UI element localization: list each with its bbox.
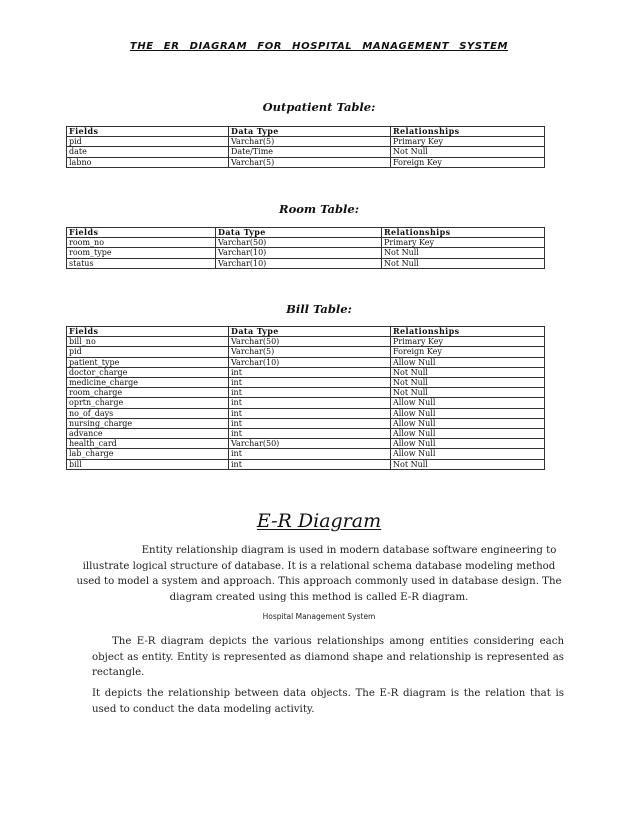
table-cell: labno xyxy=(67,157,229,167)
table-row xyxy=(67,418,545,428)
table-cell: Not Null xyxy=(391,388,545,398)
table-row xyxy=(67,258,545,268)
bill-table-title: Bill Table: xyxy=(286,302,352,316)
table-cell: int xyxy=(229,388,391,398)
table-cell: Not Null xyxy=(382,258,545,268)
table-header-row xyxy=(67,127,545,137)
column-header: Fields xyxy=(67,327,229,337)
table-cell: Varchar(10) xyxy=(216,258,382,268)
table-cell: Allow Null xyxy=(391,439,545,449)
table-row xyxy=(67,157,545,167)
table-cell: int xyxy=(229,429,391,439)
table-row xyxy=(67,459,545,469)
table-row xyxy=(67,357,545,367)
table-cell: Date/Time xyxy=(229,147,391,157)
table-cell: oprtn_charge xyxy=(67,398,229,408)
table-row xyxy=(67,337,545,347)
table-cell: Foreign Key xyxy=(391,347,545,357)
table-cell: pid xyxy=(67,347,229,357)
table-row xyxy=(67,449,545,459)
table-row xyxy=(67,248,545,258)
table-cell: Varchar(10) xyxy=(216,248,382,258)
room-table-title: Room Table: xyxy=(279,202,359,216)
table-cell: Not Null xyxy=(382,248,545,258)
table-cell: Not Null xyxy=(391,459,545,469)
er-paragraph-2: It depicts the relationship between data objects. The E-R diagram is the relation that is used to conduct the data modeling activity. xyxy=(92,688,564,715)
column-header: Relationships xyxy=(382,228,545,238)
table-cell: bill_no xyxy=(67,337,229,347)
column-header: Data Type xyxy=(229,127,391,137)
table-cell: no_of_days xyxy=(67,408,229,418)
table-row xyxy=(67,137,545,147)
table-cell: Varchar(50) xyxy=(229,337,391,347)
table-cell: Varchar(10) xyxy=(229,357,391,367)
table-cell: doctor_charge xyxy=(67,367,229,377)
column-header: Data Type xyxy=(229,327,391,337)
table-cell: Allow Null xyxy=(391,408,545,418)
table-cell: advance xyxy=(67,429,229,439)
table-cell: pid xyxy=(67,137,229,147)
column-header: Fields xyxy=(67,228,216,238)
table-cell: int xyxy=(229,459,391,469)
table-cell: Varchar(5) xyxy=(229,137,391,147)
table-cell: int xyxy=(229,408,391,418)
table-cell: lab_charge xyxy=(67,449,229,459)
table-cell: int xyxy=(229,367,391,377)
outpatient-table-title: Outpatient Table: xyxy=(262,100,376,114)
table-cell: Primary Key xyxy=(391,137,545,147)
table-cell: int xyxy=(229,398,391,408)
table-cell: int xyxy=(229,378,391,388)
table-row xyxy=(67,238,545,248)
table-cell: int xyxy=(229,449,391,459)
table-cell: Allow Null xyxy=(391,357,545,367)
table-cell: date xyxy=(67,147,229,157)
table-header-row xyxy=(67,327,545,337)
table-cell: room_type xyxy=(67,248,216,258)
table-cell: Allow Null xyxy=(391,429,545,439)
table-cell: Primary Key xyxy=(382,238,545,248)
table-cell: patient_type xyxy=(67,357,229,367)
table-header-row xyxy=(67,228,545,238)
table-cell: Allow Null xyxy=(391,398,545,408)
table-cell: Varchar(50) xyxy=(216,238,382,248)
outpatient-table xyxy=(66,126,545,168)
table-cell: Foreign Key xyxy=(391,157,545,167)
table-row xyxy=(67,429,545,439)
table-cell: Varchar(50) xyxy=(229,439,391,449)
column-header: Relationships xyxy=(391,327,545,337)
table-cell: Primary Key xyxy=(391,337,545,347)
table-cell: Varchar(5) xyxy=(229,157,391,167)
table-cell: room_charge xyxy=(67,388,229,398)
table-cell: Not Null xyxy=(391,378,545,388)
table-cell: Varchar(5) xyxy=(229,347,391,357)
er-paragraph-1: The E-R diagram depicts the various relationships among entities considering each object as entity. Entity is represented as diamond shape and relationship is represented as rectangle. xyxy=(92,636,564,678)
table-cell: nursing_charge xyxy=(67,418,229,428)
table-cell: Allow Null xyxy=(391,418,545,428)
table-row xyxy=(67,347,545,357)
diagram-caption: Hospital Management System xyxy=(262,612,376,621)
er-diagram-heading: E-R Diagram xyxy=(256,510,382,532)
document-title: THE ER DIAGRAM FOR HOSPITAL MANAGEMENT SYSTEM xyxy=(129,41,509,52)
room-table xyxy=(66,227,545,269)
table-row xyxy=(67,408,545,418)
table-cell: Allow Null xyxy=(391,449,545,459)
table-cell: bill xyxy=(67,459,229,469)
table-cell: medicine_charge xyxy=(67,378,229,388)
column-header: Fields xyxy=(67,127,229,137)
column-header: Data Type xyxy=(216,228,382,238)
column-header: Relationships xyxy=(391,127,545,137)
bill-table xyxy=(66,326,545,470)
table-cell: Not Null xyxy=(391,147,545,157)
table-cell: Not Null xyxy=(391,367,545,377)
table-cell: status xyxy=(67,258,216,268)
table-row xyxy=(67,398,545,408)
table-row xyxy=(67,378,545,388)
er-intro-paragraph: Entity relationship diagram is used in modern database software engineering to illustrate logical structure of database. It is a relational schema database modeling method used to model a system and approach. This approach commonly used in database design. The diagram created using this method is called E-R diagram. xyxy=(76,545,562,603)
table-row xyxy=(67,367,545,377)
table-row xyxy=(67,388,545,398)
table-cell: room_no xyxy=(67,238,216,248)
table-cell: health_card xyxy=(67,439,229,449)
table-row xyxy=(67,439,545,449)
table-cell: int xyxy=(229,418,391,428)
table-row xyxy=(67,147,545,157)
